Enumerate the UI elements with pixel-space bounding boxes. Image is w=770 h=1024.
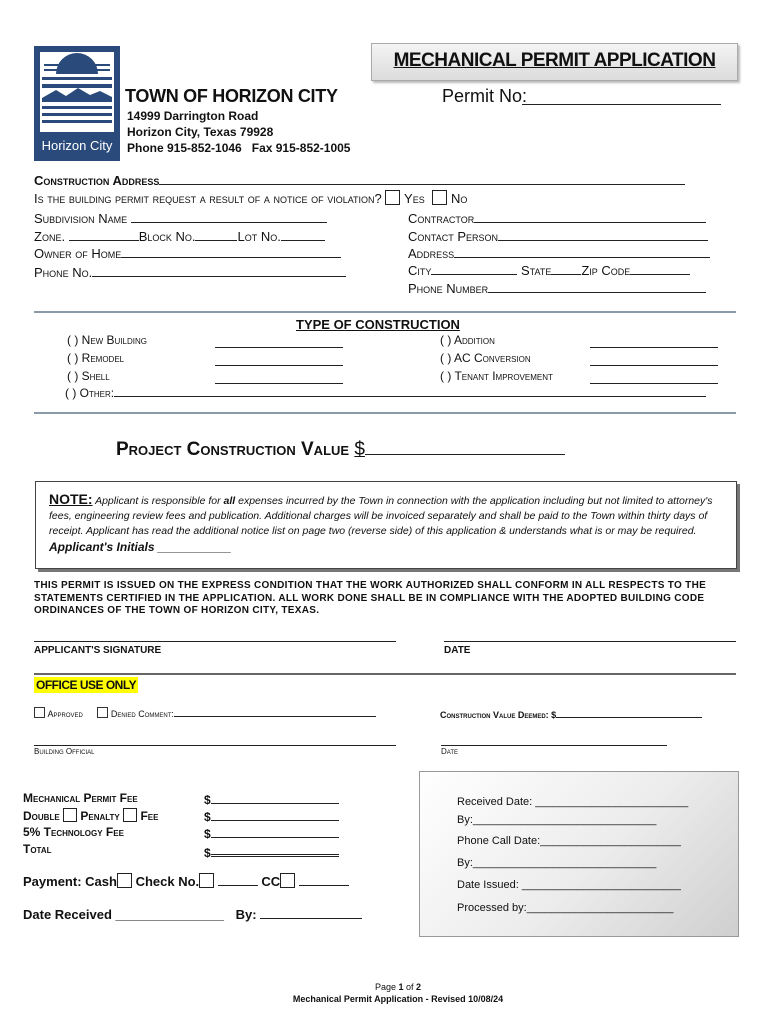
check-checkbox[interactable] bbox=[199, 873, 214, 888]
violation-question: Is the building permit request a result of a notice of violation? bbox=[34, 191, 382, 206]
note-text-a: Applicant is responsible for bbox=[95, 495, 224, 507]
shell-option[interactable]: ( ) Shell bbox=[67, 369, 110, 383]
permit-no-label: Permit No: bbox=[442, 86, 528, 106]
tech-fee-label: 5% Technology Fee bbox=[23, 825, 124, 839]
check-label: Check No. bbox=[135, 874, 200, 889]
mechanical-fee-field[interactable] bbox=[211, 791, 339, 804]
logo-text: Horizon City bbox=[41, 138, 113, 153]
office-use-heading: OFFICE USE ONLY bbox=[36, 678, 137, 692]
double-checkbox[interactable] bbox=[63, 808, 77, 822]
cc-checkbox[interactable] bbox=[280, 873, 295, 888]
subdivision-label: Subdivision Name bbox=[34, 211, 128, 226]
cash-checkbox[interactable] bbox=[117, 873, 132, 888]
signature-date-label: DATE bbox=[444, 645, 471, 656]
phone-field[interactable] bbox=[92, 264, 346, 277]
ac-conversion-field[interactable] bbox=[590, 353, 718, 366]
double-fee-field[interactable] bbox=[211, 808, 339, 821]
phone-number-field[interactable] bbox=[488, 280, 706, 293]
violation-yes-checkbox[interactable] bbox=[385, 190, 400, 205]
dollar-sign: $ bbox=[204, 846, 211, 860]
dollar-sign: $ bbox=[204, 810, 211, 824]
office-date-label: Date bbox=[441, 747, 459, 756]
city-field[interactable] bbox=[431, 262, 517, 275]
fee-label: Fee bbox=[140, 809, 159, 823]
applicant-signature-label: APPLICANT'S SIGNATURE bbox=[34, 645, 162, 656]
comment-field[interactable] bbox=[174, 707, 376, 717]
new-building-field[interactable] bbox=[215, 335, 343, 348]
town-address-line1: 14999 Darrington Road bbox=[127, 109, 259, 123]
construction-address-field[interactable] bbox=[159, 172, 685, 185]
receipt-box bbox=[419, 771, 739, 937]
phone-number-label: Phone Number bbox=[408, 281, 489, 296]
note-label: NOTE: bbox=[49, 491, 93, 507]
denied-checkbox[interactable] bbox=[97, 707, 108, 718]
zone-label: Zone. bbox=[34, 229, 66, 244]
value-deemed-field[interactable] bbox=[556, 708, 702, 718]
mechanical-fee-label: Mechanical Permit Fee bbox=[23, 791, 138, 805]
phone-label: Phone No. bbox=[34, 265, 93, 280]
contractor-label: Contractor bbox=[408, 211, 475, 226]
town-name: TOWN OF HORIZON CITY bbox=[125, 86, 338, 106]
owner-label: Owner of Home bbox=[34, 246, 122, 261]
title-banner bbox=[371, 43, 738, 81]
contractor-field[interactable] bbox=[474, 210, 706, 223]
lot-field[interactable] bbox=[281, 228, 325, 241]
signature-date-line[interactable] bbox=[444, 641, 736, 642]
permit-condition-text: THIS PERMIT IS ISSUED ON THE EXPRESS CONDITION THAT THE WORK AUTHORIZED SHALL CONFORM IN ALL RESPECTS TO THE STATEMENTS CERTIFIED IN THE APPLICATION. ALL WORK DONE SHALL BE IN COMPLIANCE WITH THE ADOPTED BUILDING CODE ORDINANCES OF THE TOWN OF HORIZON CITY, TEXAS. bbox=[34, 580, 707, 616]
denied-label: Denied bbox=[110, 709, 136, 719]
cc-label: CC bbox=[261, 874, 281, 889]
divider bbox=[34, 311, 736, 313]
penalty-checkbox[interactable] bbox=[123, 808, 137, 822]
date-received-label[interactable]: Date Received _______________ bbox=[23, 907, 224, 922]
subdivision-field[interactable] bbox=[131, 210, 327, 223]
approved-label: Approved bbox=[47, 709, 83, 719]
permit-no-field[interactable] bbox=[522, 86, 721, 105]
tenant-improvement-field[interactable] bbox=[590, 371, 718, 384]
zip-field[interactable] bbox=[630, 262, 690, 275]
project-value-field[interactable] bbox=[365, 436, 565, 455]
applicant-signature-line[interactable] bbox=[34, 641, 396, 642]
logo bbox=[34, 46, 120, 161]
town-phone-fax: Phone 915-852-1046 Fax 915-852-1005 bbox=[127, 141, 351, 155]
zone-field[interactable] bbox=[69, 228, 139, 241]
total-field[interactable] bbox=[211, 842, 339, 857]
building-official-label: Building Official bbox=[34, 747, 95, 756]
state-label: State bbox=[521, 263, 552, 278]
state-field[interactable] bbox=[551, 262, 581, 275]
processed-by-field[interactable]: Processed by:________________________ bbox=[457, 902, 674, 914]
payment-label: Payment: bbox=[23, 874, 82, 889]
owner-field[interactable] bbox=[121, 245, 341, 258]
project-value-dollar: $ bbox=[354, 439, 365, 460]
page-title: MECHANICAL PERMIT APPLICATION bbox=[393, 50, 716, 71]
violation-no-label: No bbox=[450, 191, 468, 206]
divider bbox=[34, 673, 736, 675]
received-by-field[interactable]: By:______________________________ bbox=[457, 814, 657, 826]
town-address-line2: Horizon City, Texas 79928 bbox=[127, 125, 274, 139]
total-label: Total bbox=[23, 842, 52, 856]
received-by-label: By: bbox=[235, 907, 257, 922]
check-number-field[interactable] bbox=[218, 873, 258, 886]
divider bbox=[34, 412, 736, 414]
tenant-improvement-option[interactable]: ( ) Tenant Improvement bbox=[440, 369, 553, 383]
penalty-label: Penalty bbox=[80, 809, 120, 823]
addition-field[interactable] bbox=[590, 335, 718, 348]
note-text-b: expenses incurred by the Town in connection with the application including but not limited to attorney's fees, engineering review fees and publication. Additional charges will be invoiced separately and shall be paid to the Town within thirty days of receipt. Applicant has read the additional notice list on page two (reverse side) of this application & understands what is or may be required. bbox=[49, 495, 713, 537]
cash-label: Cash bbox=[85, 874, 117, 889]
address-label: Address bbox=[408, 246, 455, 261]
other-field[interactable] bbox=[114, 386, 706, 397]
horizon-logo-icon bbox=[34, 46, 120, 136]
phone-call-by-field[interactable]: By:______________________________ bbox=[457, 857, 657, 869]
contact-person-field[interactable] bbox=[498, 228, 708, 241]
value-deemed-label: Construction Value Deemed: $ bbox=[440, 710, 557, 720]
revision-text: Mechanical Permit Application - Revised 10/08/24 bbox=[292, 994, 504, 1004]
block-field[interactable] bbox=[195, 228, 237, 241]
cc-field[interactable] bbox=[299, 873, 349, 886]
applicants-initials[interactable]: Applicant's Initials ___________ bbox=[49, 540, 232, 554]
approved-checkbox[interactable] bbox=[34, 707, 45, 718]
project-value-label: Project Construction Value bbox=[116, 439, 350, 460]
comment-label: Comment: bbox=[138, 709, 174, 719]
remodel-field[interactable] bbox=[215, 353, 343, 366]
type-of-construction-heading: TYPE OF CONSTRUCTION bbox=[296, 317, 460, 332]
page-number: Page 1 of 2 bbox=[374, 982, 422, 992]
zip-label: Zip Code bbox=[581, 263, 631, 278]
tech-fee-field[interactable] bbox=[211, 825, 339, 838]
violation-no-checkbox[interactable] bbox=[432, 190, 447, 205]
building-official-line[interactable] bbox=[34, 745, 396, 746]
received-by-field[interactable] bbox=[260, 906, 362, 919]
addition-option[interactable]: ( ) Addition bbox=[440, 333, 495, 347]
shell-field[interactable] bbox=[215, 371, 343, 384]
city-label: City bbox=[408, 263, 432, 278]
block-label: Block No. bbox=[138, 229, 196, 244]
address-field[interactable] bbox=[454, 245, 710, 258]
new-building-option[interactable]: ( ) New Building bbox=[67, 333, 147, 347]
violation-yes-label: Yes bbox=[404, 191, 425, 206]
date-issued-field[interactable]: Date Issued: __________________________ bbox=[457, 879, 681, 891]
remodel-option[interactable]: ( ) Remodel bbox=[67, 351, 125, 365]
note-box bbox=[35, 481, 737, 569]
contact-person-label: Contact Person bbox=[408, 229, 499, 244]
double-label: Double bbox=[23, 809, 60, 823]
lot-label: Lot No. bbox=[237, 229, 281, 244]
ac-conversion-option[interactable]: ( ) AC Conversion bbox=[440, 351, 531, 365]
received-date-field[interactable]: Received Date: _________________________ bbox=[457, 796, 689, 808]
other-option[interactable]: ( ) Other: bbox=[65, 386, 115, 400]
dollar-sign: $ bbox=[204, 827, 211, 841]
office-date-line[interactable] bbox=[441, 745, 667, 746]
note-text-all: all bbox=[223, 495, 236, 507]
construction-address-label: Construction Address bbox=[34, 173, 160, 188]
phone-call-date-field[interactable]: Phone Call Date:_______________________ bbox=[457, 835, 681, 847]
dollar-sign: $ bbox=[204, 793, 211, 807]
